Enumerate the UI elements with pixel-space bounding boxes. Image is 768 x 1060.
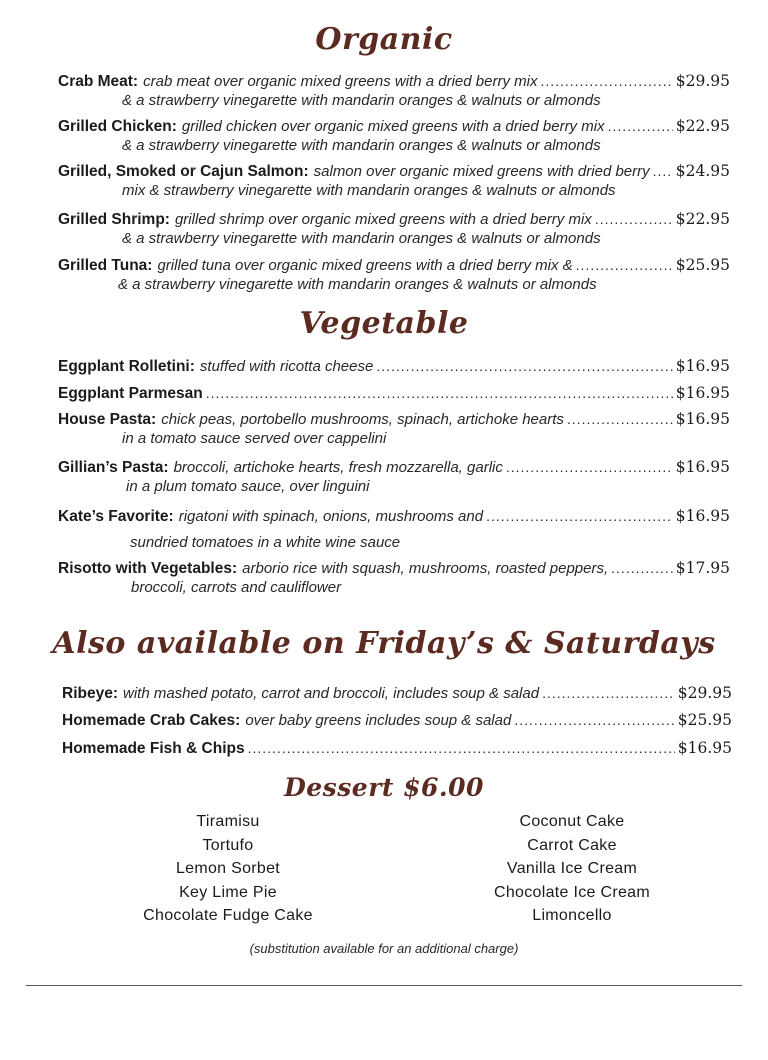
dot-leader — [540, 73, 672, 89]
item-price: $16.95 — [675, 357, 730, 375]
item-name: Grilled Chicken: — [58, 118, 177, 135]
item-name: House Pasta: — [58, 411, 157, 428]
menu-item-house-pasta — [58, 410, 730, 447]
item-description-continued: & a strawberry vinegarette with mandarin oranges & walnuts or almonds — [118, 276, 597, 293]
dessert-heading: Dessert $6.00 — [284, 773, 484, 802]
item-name: Eggplant Rolletini: — [58, 358, 195, 375]
item-description: crab meat over organic mixed greens with a dried berry mix — [143, 73, 538, 90]
item-description: salmon over organic mixed greens with dried berry — [313, 163, 650, 180]
dessert-item: Coconut Cake — [519, 813, 625, 830]
menu-item-eggplant-parmesan — [58, 384, 730, 403]
dessert-item: Carrot Cake — [527, 836, 617, 854]
item-name: Eggplant Parmesan — [58, 385, 203, 402]
item-description: stuffed with ricotta cheese — [199, 358, 374, 375]
dessert-list-right — [442, 810, 702, 928]
dessert-item: Vanilla Ice Cream — [506, 860, 638, 877]
item-description: arborio rice with squash, mushrooms, roasted peppers, — [242, 560, 609, 577]
dot-leader — [576, 257, 673, 273]
dot-leader — [542, 685, 675, 701]
item-name: Risotto with Vegetables: — [58, 560, 238, 577]
dessert-item: Limoncello — [532, 907, 612, 924]
menu-item-crab-cakes — [62, 711, 732, 730]
item-description: over baby greens includes soup & salad — [245, 712, 512, 729]
item-name: Homemade Fish & Chips — [62, 740, 245, 757]
item-description: rigatoni with spinach, onions, mushrooms and — [178, 508, 484, 525]
menu-item-eggplant-rolletini — [58, 357, 730, 376]
item-price: $16.95 — [675, 384, 730, 402]
dessert-item: Tiramisu — [196, 813, 260, 830]
menu-item-gillians-pasta — [58, 458, 730, 495]
item-price: $22.95 — [675, 210, 730, 228]
item-price: $29.95 — [677, 684, 732, 702]
item-name: Homemade Crab Cakes: — [62, 712, 241, 729]
item-description-continued: broccoli, carrots and cauliflower — [131, 579, 342, 596]
item-price: $25.95 — [675, 256, 730, 274]
item-name: Ribeye: — [62, 685, 118, 702]
menu-item-ribeye — [62, 684, 732, 703]
item-description-continued: in a tomato sauce served over cappelini — [122, 430, 387, 447]
dessert-item: Chocolate Ice Cream — [494, 883, 650, 901]
dot-leader — [514, 712, 674, 728]
item-name: Grilled Shrimp: — [58, 211, 170, 228]
dessert-list-left — [98, 810, 358, 928]
substitution-note: (substitution available for an additional charge) — [249, 941, 519, 956]
item-description: with mashed potato, carrot and broccoli, includes soup & salad — [123, 685, 540, 702]
item-description-continued: & a strawberry vinegarette with mandarin oranges & walnuts or almonds — [122, 230, 601, 247]
menu-item-grilled-chicken — [58, 117, 730, 154]
item-name: Grilled, Smoked or Cajun Salmon: — [58, 163, 309, 180]
bottom-divider — [26, 985, 742, 986]
dot-leader — [608, 118, 673, 134]
dot-leader — [567, 411, 673, 427]
menu-item-salmon — [58, 162, 730, 199]
menu-item-risotto — [58, 559, 730, 596]
dessert-item: Chocolate Fudge Cake — [143, 907, 313, 924]
dot-leader — [506, 459, 673, 475]
dot-leader — [595, 211, 673, 227]
item-description-continued: sundried tomatoes in a white wine sauce — [130, 534, 401, 551]
item-description-continued: in a plum tomato sauce, over linguini — [126, 478, 370, 495]
menu-item-crab-meat — [58, 72, 730, 109]
item-name: Kate’s Favorite: — [58, 508, 174, 525]
dot-leader — [248, 740, 675, 756]
item-description: grilled chicken over organic mixed greens with a dried berry mix — [181, 118, 605, 135]
item-price: $16.95 — [677, 739, 732, 757]
item-price: $16.95 — [675, 507, 730, 525]
menu-item-grilled-tuna — [58, 256, 730, 293]
item-name: Crab Meat: — [58, 73, 139, 90]
dessert-item: Lemon Sorbet — [175, 860, 281, 877]
item-description-continued: & a strawberry vinegarette with mandarin oranges & walnuts or almonds — [122, 137, 601, 154]
vegetable-heading: Vegetable — [299, 306, 469, 341]
item-description: grilled shrimp over organic mixed greens with a dried berry mix — [174, 211, 592, 228]
item-name: Grilled Tuna: — [58, 257, 153, 274]
dot-leader — [376, 358, 672, 374]
item-description: chick peas, portobello mushrooms, spinach, artichoke hearts — [161, 411, 564, 428]
item-price: $17.95 — [675, 559, 730, 577]
item-price: $25.95 — [677, 711, 732, 729]
item-price: $29.95 — [675, 72, 730, 90]
dessert-item: Key Lime Pie — [179, 883, 277, 901]
dot-leader — [611, 560, 673, 576]
dessert-item: Tortufo — [202, 836, 254, 854]
menu-item-fish-and-chips — [62, 739, 732, 758]
dot-leader — [206, 385, 673, 401]
item-price: $16.95 — [675, 458, 730, 476]
item-price: $24.95 — [675, 162, 730, 180]
dot-leader — [653, 163, 673, 179]
item-price: $22.95 — [675, 117, 730, 135]
item-description: grilled tuna over organic mixed greens with a dried berry mix & — [157, 257, 573, 274]
item-price: $16.95 — [675, 410, 730, 428]
organic-heading: Organic — [315, 22, 453, 57]
item-description-continued: & a strawberry vinegarette with mandarin oranges & walnuts or almonds — [122, 92, 601, 109]
item-description: broccoli, artichoke hearts, fresh mozzarella, garlic — [173, 459, 503, 476]
menu-item-kates-favorite — [58, 507, 730, 551]
dot-leader — [486, 508, 673, 524]
item-name: Gillian’s Pasta: — [58, 459, 169, 476]
item-description-continued: mix & strawberry vinegarette with mandarin oranges & walnuts or almonds — [122, 182, 616, 199]
weekend-specials-heading: Also available on Friday’s & Saturdays — [52, 626, 716, 661]
menu-item-grilled-shrimp — [58, 210, 730, 247]
